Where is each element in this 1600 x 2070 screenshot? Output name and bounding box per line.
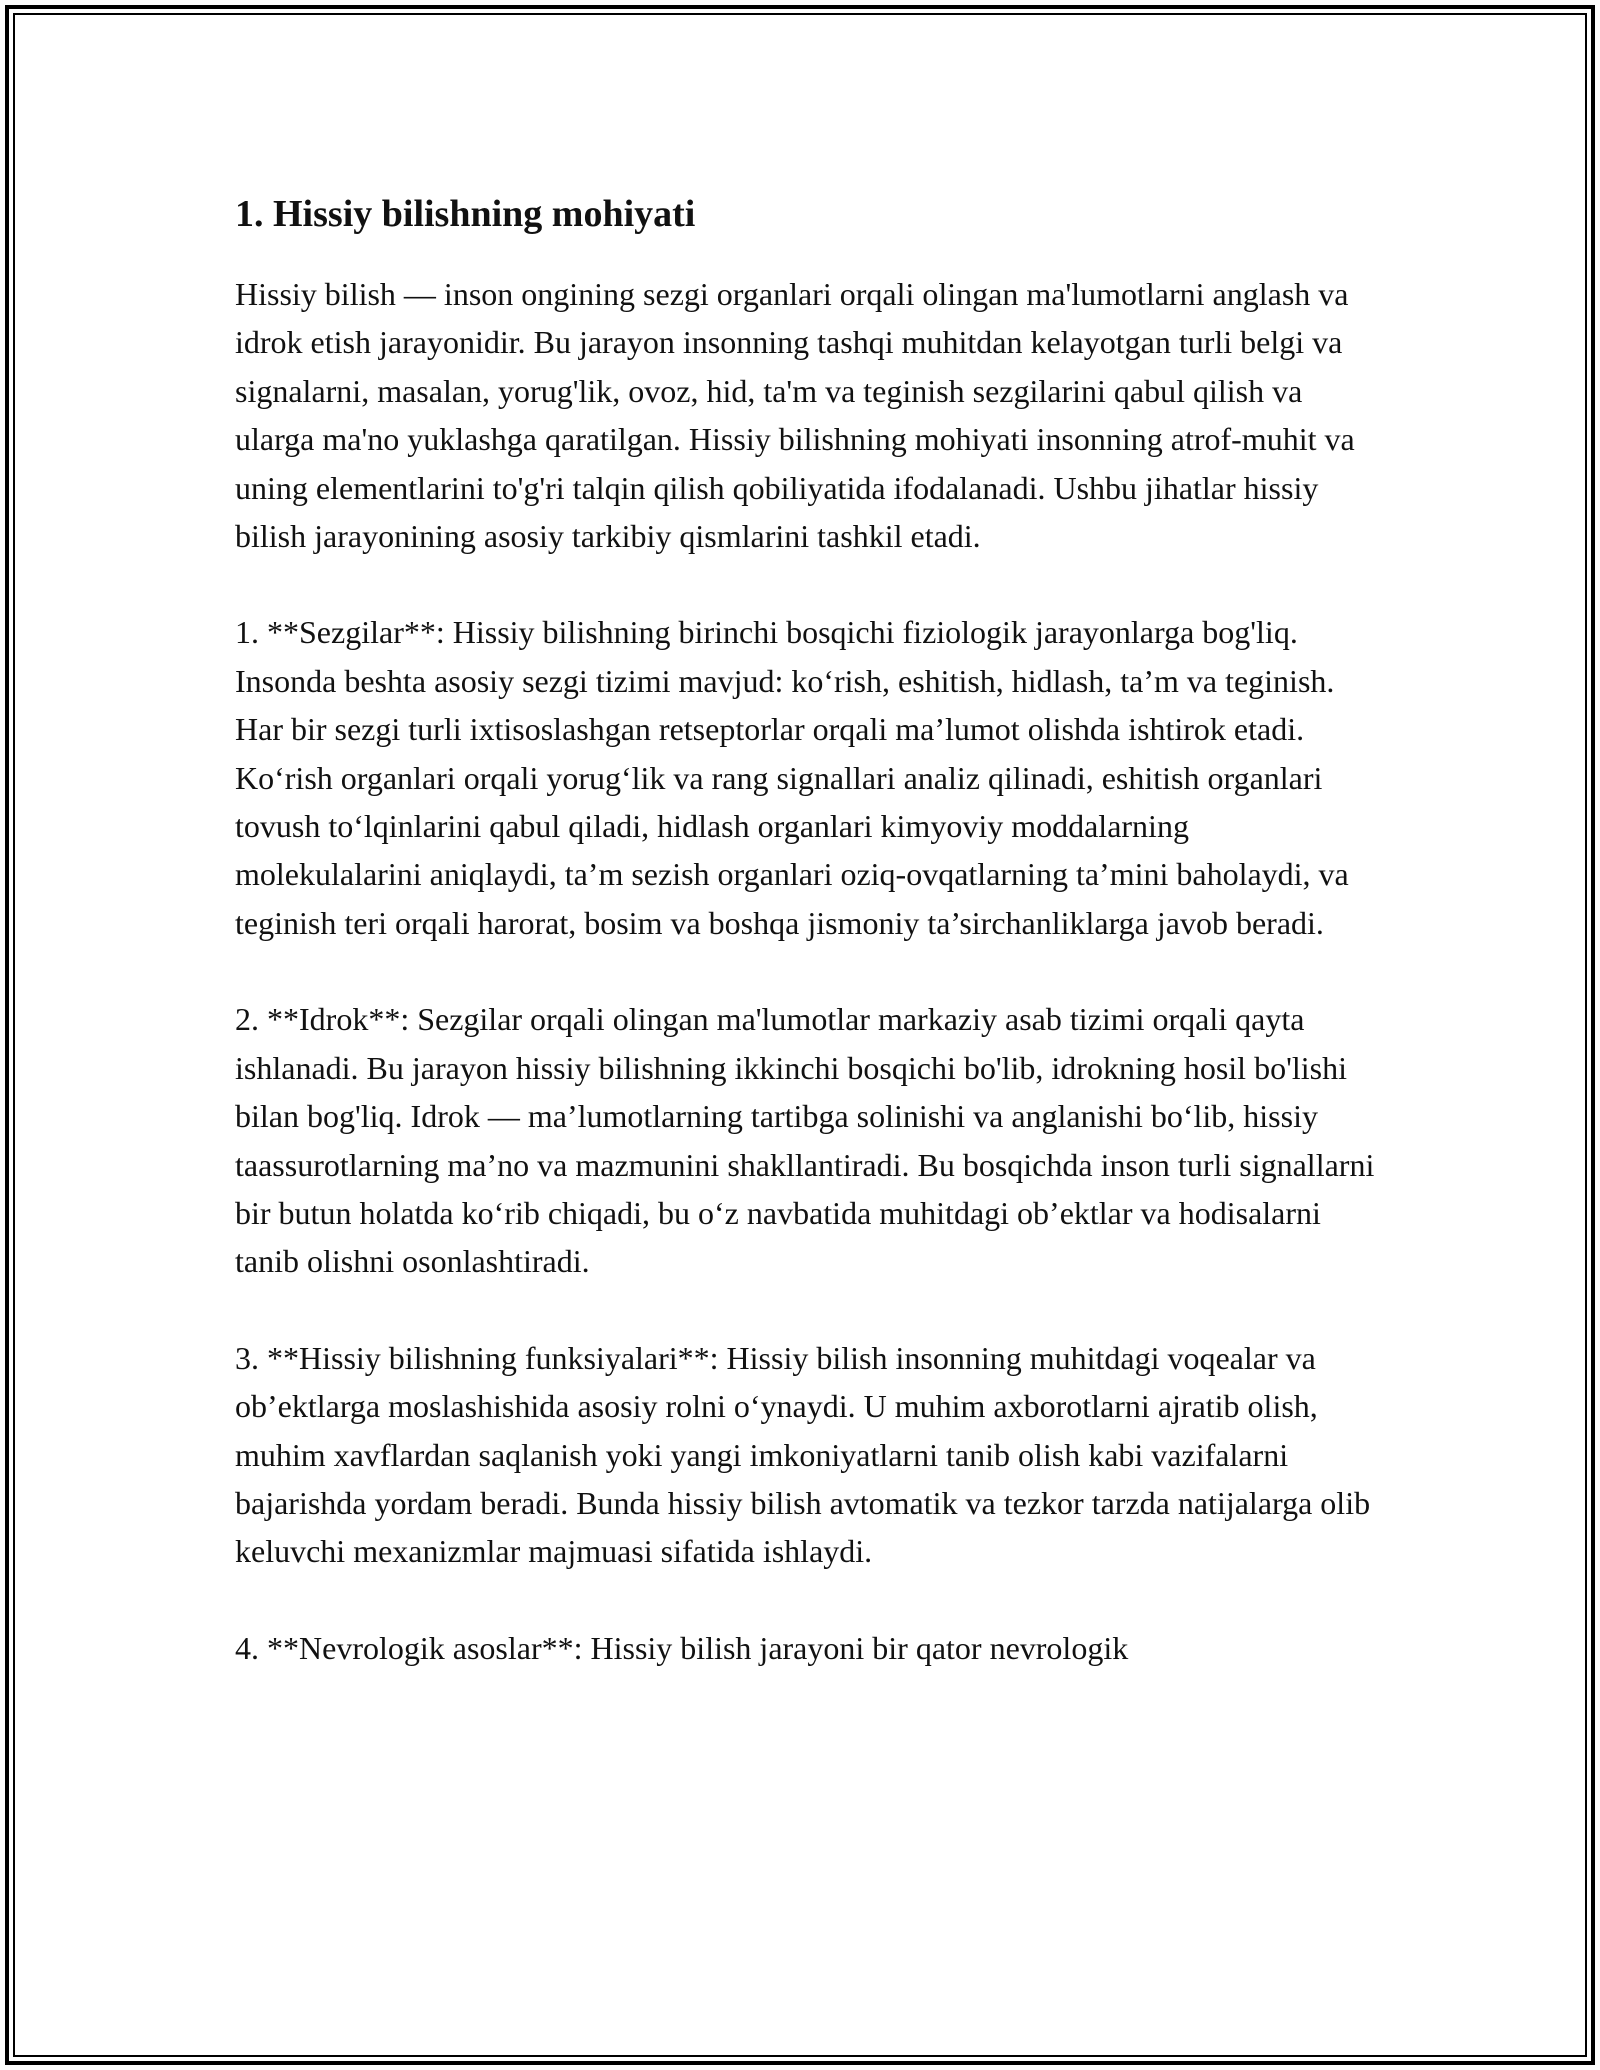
paragraph-sezgilar: 1. **Sezgilar**: Hissiy bilishning birinchi bosqichi fiziologik jarayonlarga bog'liq. Insonda beshta asosiy sezgi tizimi mavjud: ko‘rish, eshitish, hidlash, ta’m va teginish. Har bir sezgi turli ixtisoslashgan retseptorlar orqali ma’lumot olishda ishtirok etadi. Ko‘rish organlari orqali yorug‘lik va rang signallari analiz qilinadi, eshitish organlari tovush to‘lqinlarini qabul qiladi, hidlash organlari kimyoviy moddalarning molekulalarini aniqlaydi, ta’m sezish organlari oziq-ovqatlarning ta’mini baholaydi, va teginish teri orqali harorat, bosim va boshqa jismoniy ta’sirchanliklarga javob beradi. bbox=[235, 614, 1349, 941]
paragraph-nevrologik: 4. **Nevrologik asoslar**: Hissiy bilish jarayoni bir qator nevrologik bbox=[235, 1629, 1129, 1666]
paragraph-idrok: 2. **Idrok**: Sezgilar orqali olingan ma'lumotlar markaziy asab tizimi orqali qayta ishlanadi. Bu jarayon hissiy bilishning ikkinchi bosqichi bo'lib, idrokning hosil bo'lishi bilan bog'liq. Idrok — ma’lumotlarning tartibga solinishi va anglanishi bo‘lib, hissiy taassurotlarning ma’no va mazmunini shakllantiradi. Bu bosqichda inson turli signallarni bir butun holatda ko‘rib chiqadi, bu o‘z navbatida muhitdagi ob’ektlar va hodisalarni tanib olishni osonlashtiradi. bbox=[235, 1001, 1375, 1280]
paragraph-funksiyalar: 3. **Hissiy bilishning funksiyalari**: Hissiy bilish insonning muhitdagi voqealar va ob’ektlarga moslashishida asosiy rolni o‘ynaydi. U muhim axborotlarni ajratib olish, muhim xavflardan saqlanish yoki yangi imkoniyatlarni tanib olish kabi vazifalarni bajarishda yordam beradi. Bunda hissiy bilish avtomatik va tezkor tarzda natijalarga olib keluvchi mexanizmlar majmuasi sifatida ishlaydi. bbox=[235, 1339, 1371, 1570]
document-body bbox=[235, 186, 1375, 1720]
intro-paragraph: Hissiy bilish — inson ongining sezgi organlari orqali olingan ma'lumotlarni anglash va idrok etish jarayonidir. Bu jarayon insonning tashqi muhitdan kelayotgan turli belgi va signalarni, masalan, yorug'lik, ovoz, hid, ta'm va teginish sezgilarini qabul qilish va ularga ma'no yuklashga qaratilgan. Hissiy bilishning mohiyati insonning atrof-muhit va uning elementlarini to'g'ri talqin qilish qobiliyatida ifodalanadi. Ushbu jihatlar hissiy bilish jarayonining asosiy tarkibiy qismlarini tashkil etadi. bbox=[235, 276, 1355, 555]
section-heading: 1. Hissiy bilishning mohiyati bbox=[235, 193, 696, 235]
